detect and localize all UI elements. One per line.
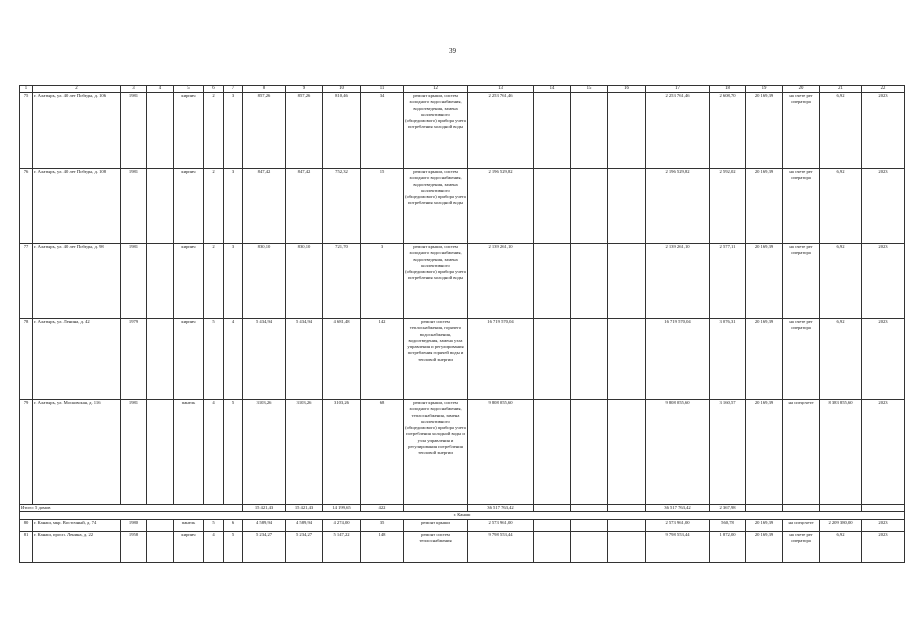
cell-area-rooms: 4 589,94 — [286, 519, 323, 531]
cell-limit-cost: 20 169,39 — [746, 169, 783, 244]
cell-area-living: 752,32 — [323, 169, 361, 244]
column-number: 12 — [404, 86, 468, 93]
cell-entrances: 3 — [224, 244, 243, 319]
cell-area-living: 4 681,48 — [323, 319, 361, 400]
cell-cost-total: 2 573 961,00 — [468, 519, 534, 531]
cell-limit-cost: 20 169,39 — [746, 400, 783, 505]
cell-method: на счете рег оператора — [783, 244, 820, 319]
cell-area-total: 847,42 — [243, 169, 286, 244]
cell-area-living: 810,46 — [323, 93, 361, 169]
cell-c14 — [534, 319, 571, 400]
table-row — [20, 244, 905, 319]
cell-c21: 6,92 — [820, 244, 862, 319]
cell-year: 1958 — [121, 531, 147, 562]
column-number: 7 — [224, 86, 243, 93]
cell-limit-cost: 20 169,39 — [746, 531, 783, 562]
cell-method: на счете рег оператора — [783, 169, 820, 244]
cell-year: 1979 — [121, 319, 147, 400]
cell-c16 — [608, 244, 646, 319]
cell-material: кирпич — [174, 531, 204, 562]
cell-cost-total: 9 808 055,60 — [468, 400, 534, 505]
cell-area-rooms: 5 234,27 — [286, 531, 323, 562]
cell-n: 80 — [20, 519, 33, 531]
cell-floors: 2 — [204, 169, 224, 244]
cell-c16 — [608, 400, 646, 505]
column-number: 3 — [121, 86, 147, 93]
cell-area-living: 5 147,22 — [323, 531, 361, 562]
cell-year: 1981 — [121, 93, 147, 169]
cell-c4 — [147, 531, 174, 562]
cell-c14 — [534, 169, 571, 244]
cell-c4 — [147, 519, 174, 531]
cell-c16 — [608, 319, 646, 400]
cell-c16 — [608, 93, 646, 169]
cell-term: 2023 — [862, 400, 905, 505]
cell-c15 — [571, 519, 608, 531]
cell-work: ремонт систем теплоснабжения — [404, 531, 468, 562]
cell-material: панель — [174, 519, 204, 531]
cell-term: 2023 — [862, 531, 905, 562]
cell-work: ремонт крыши, систем холодного водоснабжения, водоотведения, замена коллективного (общедомового) прибора учета потребления холодной воды — [404, 93, 468, 169]
cell-area-total: 5 234,27 — [243, 531, 286, 562]
cell-area-living: 3103,26 — [323, 400, 361, 505]
cell-year: 1981 — [121, 400, 147, 505]
cell-unit-cost: 3 160,57 — [710, 400, 746, 505]
cell-area-total: 857,26 — [243, 93, 286, 169]
cell-area-living: 721,70 — [323, 244, 361, 319]
column-number: 20 — [783, 86, 820, 93]
cell-year: 1981 — [121, 169, 147, 244]
cell-term: 2023 — [862, 169, 905, 244]
cell-address: г. Алатырь, ул. 40 лет Победы, д. 108 — [33, 169, 121, 244]
cell-cost-own: 2 253 761,46 — [646, 93, 710, 169]
cell-area-rooms: 847,42 — [286, 169, 323, 244]
cell-term: 2023 — [862, 93, 905, 169]
cell-limit-cost: 20 169,39 — [746, 244, 783, 319]
table-row — [20, 93, 905, 169]
cell-c16 — [608, 169, 646, 244]
cell-residents: 15 — [361, 169, 404, 244]
cell-material: панель — [174, 400, 204, 505]
column-number: 18 — [710, 86, 746, 93]
column-number: 17 — [646, 86, 710, 93]
cell-floors: 5 — [204, 319, 224, 400]
cell-cost-own: 2 573 961,00 — [646, 519, 710, 531]
column-number: 19 — [746, 86, 783, 93]
cell-c15 — [571, 169, 608, 244]
cell-work: ремонт крыши, систем холодного водоснабжения, водоотведения, замена коллективного (общедомового) прибора учета потребления холодной воды — [404, 169, 468, 244]
cell-c21: 2 209 380,00 — [820, 519, 862, 531]
total-residents: 422 — [361, 505, 404, 512]
cell-c15 — [571, 93, 608, 169]
cell-area-total: 5 434,94 — [243, 319, 286, 400]
cell-residents: 148 — [361, 531, 404, 562]
cell-address: г. Алатырь, ул. 40 лет Победы, д. 98 — [33, 244, 121, 319]
cell-cost-total: 2 196 529,82 — [468, 169, 534, 244]
cell-work: ремонт крыши, систем холодного водоснабжения, теплоснабжения, замена коллективного (общедомового) прибора учета потребления холодной воды и узла управления и регулирования потребления тепловой энергии — [404, 400, 468, 505]
total-area-rooms: 15 421,43 — [286, 505, 323, 512]
cell-entrances: 6 — [224, 519, 243, 531]
cell-year: 1981 — [121, 244, 147, 319]
cell-cost-own: 9 798 553,44 — [646, 531, 710, 562]
table-row — [20, 319, 905, 400]
cell-unit-cost: 3 076,31 — [710, 319, 746, 400]
cell-floors: 2 — [204, 244, 224, 319]
cell-entrances: 3 — [224, 93, 243, 169]
cell-term: 2023 — [862, 519, 905, 531]
cell-n: 81 — [20, 531, 33, 562]
cell-area-living: 4 274,00 — [323, 519, 361, 531]
cell-cost-total: 2 139 261,10 — [468, 244, 534, 319]
cell-c21: 6,92 — [820, 319, 862, 400]
cell-c21: 6,92 — [820, 169, 862, 244]
column-number: 8 — [243, 86, 286, 93]
cell-unit-cost: 2 577,11 — [710, 244, 746, 319]
total-cost-own: 36 517 763,42 — [646, 505, 710, 512]
column-number: 11 — [361, 86, 404, 93]
cell-address: г. Канаш, просп. Ленина, д. 22 — [33, 531, 121, 562]
cell-material: кирпич — [174, 93, 204, 169]
cell-area-rooms: 857,26 — [286, 93, 323, 169]
column-number-row — [20, 86, 905, 93]
cell-floors: 4 — [204, 531, 224, 562]
page-number: 39 — [449, 47, 456, 55]
cell-n: 76 — [20, 169, 33, 244]
cell-entrances: 5 — [224, 531, 243, 562]
cell-work: ремонт крыши — [404, 519, 468, 531]
cell-c14 — [534, 244, 571, 319]
cell-residents: 35 — [361, 519, 404, 531]
cell-limit-cost: 20 169,39 — [746, 93, 783, 169]
cell-area-rooms: 3103,26 — [286, 400, 323, 505]
cell-term: 2023 — [862, 319, 905, 400]
total-area-living: 14 199,65 — [323, 505, 361, 512]
cell-c4 — [147, 319, 174, 400]
cell-cost-own: 9 808 055,60 — [646, 400, 710, 505]
column-number: 1 — [20, 86, 33, 93]
column-number: 22 — [862, 86, 905, 93]
cell-area-rooms: 5 434,94 — [286, 319, 323, 400]
cell-address: г. Канаш, мкр. Восточный, д. 74 — [33, 519, 121, 531]
cell-material: кирпич — [174, 169, 204, 244]
cell-year: 1980 — [121, 519, 147, 531]
column-number: 16 — [608, 86, 646, 93]
cell-cost-total: 16 719 570,04 — [468, 319, 534, 400]
cell-unit-cost: 2 608,70 — [710, 93, 746, 169]
cell-residents: 3 — [361, 244, 404, 319]
cell-residents: 142 — [361, 319, 404, 400]
cell-term: 2023 — [862, 244, 905, 319]
cell-c15 — [571, 531, 608, 562]
cell-entrances: 4 — [224, 319, 243, 400]
cell-c21: 6,92 — [820, 93, 862, 169]
cell-area-total: 830,10 — [243, 244, 286, 319]
cell-n: 79 — [20, 400, 33, 505]
total-unit-cost: 2 367,98 — [710, 505, 746, 512]
cell-material: кирпич — [174, 319, 204, 400]
cell-n: 75 — [20, 93, 33, 169]
cell-address: г. Алатырь, ул. Ленина, д. 42 — [33, 319, 121, 400]
cell-cost-own: 16 719 570,04 — [646, 319, 710, 400]
cell-c4 — [147, 93, 174, 169]
table-row — [20, 531, 905, 562]
cell-entrances: 3 — [224, 169, 243, 244]
cell-cost-own: 2 139 261,10 — [646, 244, 710, 319]
cell-c16 — [608, 531, 646, 562]
cell-c15 — [571, 244, 608, 319]
cell-method: на счете рег оператора — [783, 319, 820, 400]
cell-floors: 4 — [204, 400, 224, 505]
cell-unit-cost: 560,78 — [710, 519, 746, 531]
cell-c16 — [608, 519, 646, 531]
cell-c4 — [147, 400, 174, 505]
cell-cost-total: 2 253 761,46 — [468, 93, 534, 169]
cell-c4 — [147, 244, 174, 319]
total-row — [20, 505, 905, 512]
cell-c14 — [534, 93, 571, 169]
cell-method: на счете рег оператора — [783, 531, 820, 562]
cell-entrances: 5 — [224, 400, 243, 505]
column-number: 5 — [174, 86, 204, 93]
cell-n: 77 — [20, 244, 33, 319]
cell-floors: 2 — [204, 93, 224, 169]
cell-work: ремонт крыши, систем холодного водоснабжения, водоотведения, замена коллективного (общедомового) прибора учета потребления холодной воды — [404, 244, 468, 319]
total-label: Итого: 5 домов — [20, 505, 243, 512]
cell-c14 — [534, 400, 571, 505]
total-area: 15 421,43 — [243, 505, 286, 512]
cell-material: кирпич — [174, 244, 204, 319]
cell-c14 — [534, 531, 571, 562]
cell-c21: 8 383 855,60 — [820, 400, 862, 505]
cell-unit-cost: 1 872,00 — [710, 531, 746, 562]
cell-n: 78 — [20, 319, 33, 400]
column-number: 15 — [571, 86, 608, 93]
cell-c4 — [147, 169, 174, 244]
housing-register-table — [19, 85, 905, 563]
column-number: 9 — [286, 86, 323, 93]
total-cost: 36 517 763,42 — [468, 505, 534, 512]
cell-c14 — [534, 519, 571, 531]
table-row — [20, 400, 905, 505]
cell-method: на спецсчете — [783, 519, 820, 531]
cell-area-total: 4 589,94 — [243, 519, 286, 531]
cell-area-total: 3103,26 — [243, 400, 286, 505]
cell-unit-cost: 2 592,02 — [710, 169, 746, 244]
cell-address: г. Алатырь, ул. 40 лет Победы, д. 106 — [33, 93, 121, 169]
section-title: г. Канаш — [20, 512, 905, 519]
cell-residents: 68 — [361, 400, 404, 505]
cell-floors: 5 — [204, 519, 224, 531]
cell-limit-cost: 20 169,39 — [746, 519, 783, 531]
column-number: 14 — [534, 86, 571, 93]
column-number: 4 — [147, 86, 174, 93]
cell-method: на счете рег оператора — [783, 93, 820, 169]
cell-limit-cost: 20 169,39 — [746, 319, 783, 400]
column-number: 2 — [33, 86, 121, 93]
cell-work: ремонт систем теплоснабжения, горячего водоснабжения, водоотведения, замена узла управления и регулирования потребления горячей воды и тепловой энергии — [404, 319, 468, 400]
cell-method: на спецсчете — [783, 400, 820, 505]
column-number: 13 — [468, 86, 534, 93]
cell-address: г. Алатырь, ул. Московская, д. 116 — [33, 400, 121, 505]
section-row — [20, 512, 905, 519]
cell-cost-total: 9 798 553,44 — [468, 531, 534, 562]
cell-residents: 34 — [361, 93, 404, 169]
cell-c21: 6,92 — [820, 531, 862, 562]
column-number: 6 — [204, 86, 224, 93]
cell-cost-own: 2 196 529,82 — [646, 169, 710, 244]
table-row — [20, 169, 905, 244]
column-number: 21 — [820, 86, 862, 93]
column-number: 10 — [323, 86, 361, 93]
cell-area-rooms: 830,10 — [286, 244, 323, 319]
cell-c15 — [571, 319, 608, 400]
cell-c15 — [571, 400, 608, 505]
table-row — [20, 519, 905, 531]
